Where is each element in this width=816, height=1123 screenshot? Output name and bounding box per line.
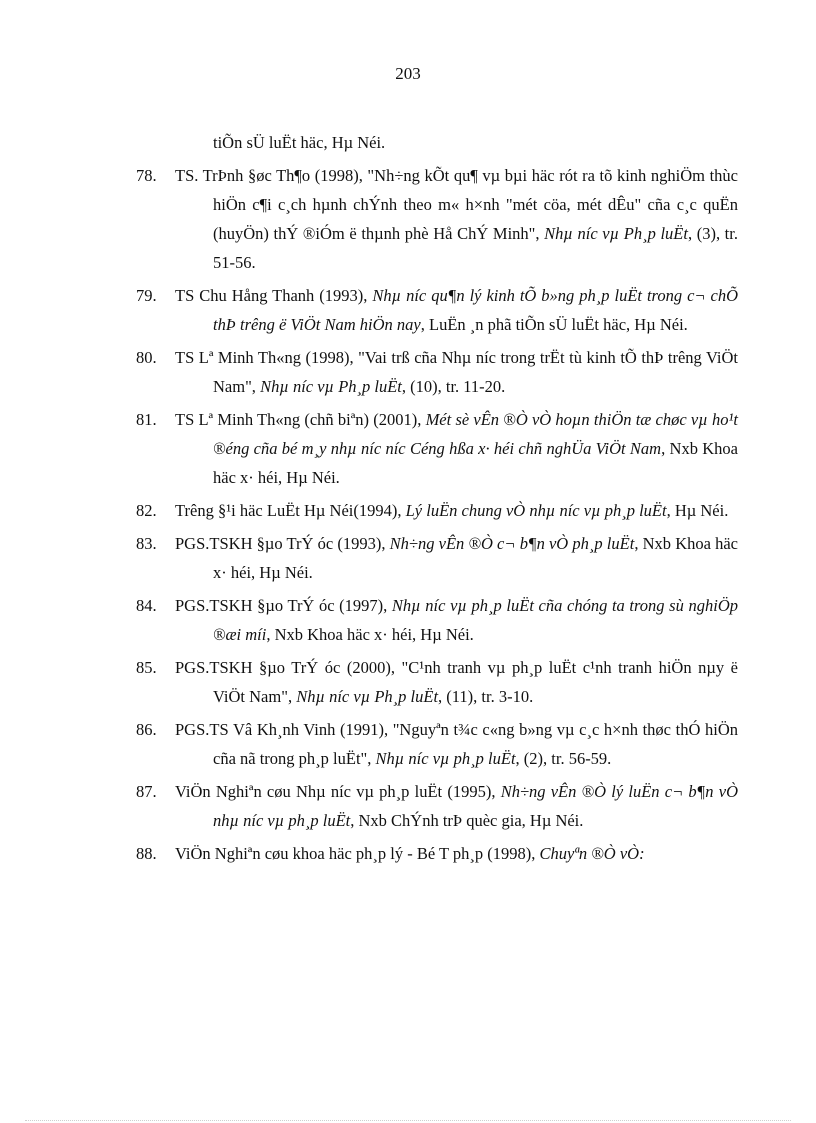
reference-text-run: Trêng §¹i häc LuËt Hµ Néi(1994), [175,501,406,520]
reference-title-italic: Nhµ níc vµ Ph¸p luËt [260,377,402,396]
reference-text-run: TS Chu Hång Thanh (1993), [175,286,373,305]
reference-entry [0,128,816,157]
reference-title-italic: Nh÷ng vÊn ®Ò lý luËn c¬ b¶n vÒ nhµ níc vµ ph¸p luËt [213,782,739,830]
reference-text-run: , (10), tr. 11-20. [401,377,506,396]
reference-text-run: , LuËn ¸n phã tiÕn sÜ luËt häc, Hµ Néi. [420,315,688,334]
reference-text-run: TS. TrÞnh §øc Th¶o (1998), "Nh÷ng kÕt qu¶ vµ bµi häc rót ra tõ kinh nghiÖm thùc hiÖn c¶i c¸ch hµnh chÝnh theo m« h×nh "mét cöa, mét dÊu" cña c¸c quËn (huyÖn) thÝ ®iÓm ë thµnh phè Hå ChÝ Minh", [175,166,738,243]
reference-text [175,286,738,334]
reference-entry [0,405,816,492]
reference-number: 79. [136,286,157,305]
reference-text-run: PGS.TSKH §µo TrÝ óc (1997), [175,596,392,615]
reference-entry [0,777,816,835]
reference-text [175,348,738,396]
reference-text [175,534,738,582]
reference-text-run: , (3), tr. 51-56. [213,224,738,272]
reference-number: 83. [136,534,157,553]
reference-text-run: ViÖn Nghiªn cøu Nhµ níc vµ ph¸p luËt (1995), [175,782,501,801]
reference-number: 85. [136,658,157,677]
reference-title-italic: Nhµ níc vµ Ph¸p luËt [544,224,688,243]
reference-text-run: , Nxb Khoa häc x· héi, Hµ Néi. [213,534,738,582]
reference-number: 81. [136,410,157,429]
reference-text [175,782,738,830]
reference-text-run: ViÖn Nghiªn cøu khoa häc ph¸p lý - Bé T ph¸p (1998), [175,844,540,863]
reference-text-run: PGS.TS Vâ Kh¸nh Vinh (1991), "Nguyªn t¾c c«ng b»ng vµ c¸c h×nh thøc thÓ hiÖn cña nã trong ph¸p luËt", [175,720,738,768]
reference-text [175,501,728,520]
reference-title-italic: Lý luËn chung vÒ nhµ níc vµ ph¸p luËt [405,501,667,520]
reference-entry [0,653,816,711]
reference-text-run: , Nxb Khoa häc x· héi, Hµ Néi. [266,625,474,644]
reference-text-run: , Hµ Néi. [666,501,729,520]
reference-list [0,128,816,872]
reference-number: 78. [136,166,157,185]
reference-text [175,720,738,768]
page-number: 203 [395,64,421,83]
reference-text-run: PGS.TSKH §µo TrÝ óc (1993), [175,534,390,553]
reference-text [175,596,738,644]
reference-number: 84. [136,596,157,615]
reference-title-italic: Chuyªn ®Ò vÒ: [539,844,645,863]
reference-text-run: , (11), tr. 3-10. [438,687,534,706]
reference-text [175,844,645,863]
reference-number: 87. [136,782,157,801]
reference-text [175,410,738,487]
reference-text-run: , Nxb Khoa häc x· héi, Hµ Néi. [213,439,738,487]
reference-number: 80. [136,348,157,367]
reference-text-run: , Nxb ChÝnh trÞ quèc gia, Hµ Néi. [350,811,584,830]
reference-text-run: tiÕn sÜ luËt häc, Hµ Néi. [213,133,386,152]
reference-title-italic: Nhµ níc vµ ph¸p luËt [375,749,516,768]
reference-text [213,133,385,152]
reference-entry [0,496,816,525]
reference-entry [0,343,816,401]
reference-number: 82. [136,501,157,520]
reference-number: 86. [136,720,157,739]
reference-text-run: PGS.TSKH §µo TrÝ óc (2000), "C¹nh tranh vµ ph¸p luËt c¹nh tranh hiÖn nµy ë ViÖt Nam", [175,658,738,706]
reference-text [175,658,738,706]
reference-title-italic: Mét sè vÊn ®Ò vÒ hoµn thiÖn tæ chøc vµ ho¹t ®éng cña bé m¸y nhµ níc níc Céng hßa x· héi chñ nghÜa ViÖt Nam [213,410,738,458]
reference-title-italic: Nh÷ng vÊn ®Ò c¬ b¶n vÒ ph¸p luËt [389,534,635,553]
reference-entry [0,591,816,649]
reference-entry [0,529,816,587]
reference-entry [0,715,816,773]
reference-title-italic: Nhµ níc vµ Ph¸p luËt [296,687,439,706]
reference-entry [0,281,816,339]
reference-number: 88. [136,844,157,863]
reference-text-run: TS Lª Minh Th«ng (chñ biªn) (2001), [175,410,426,429]
reference-entry [0,839,816,868]
reference-entry [0,161,816,277]
page-bottom-divider [25,1120,791,1121]
reference-text-run: , (2), tr. 56-59. [515,749,612,768]
reference-title-italic: Nhµ níc vµ ph¸p luËt cña chóng ta trong sù nghiÖp ®æi míi [213,596,738,644]
reference-text-run: TS Lª Minh Th«ng (1998), "Vai trß cña Nhµ níc trong trËt tù kinh tÕ thÞ trêng ViÖt Nam", [175,348,738,396]
reference-title-italic: Nhµ níc qu¶n lý kinh tÕ b»ng ph¸p luËt trong c¬ chÕ thÞ trêng ë ViÖt Nam hiÖn nay [213,286,738,334]
reference-text [175,166,738,272]
